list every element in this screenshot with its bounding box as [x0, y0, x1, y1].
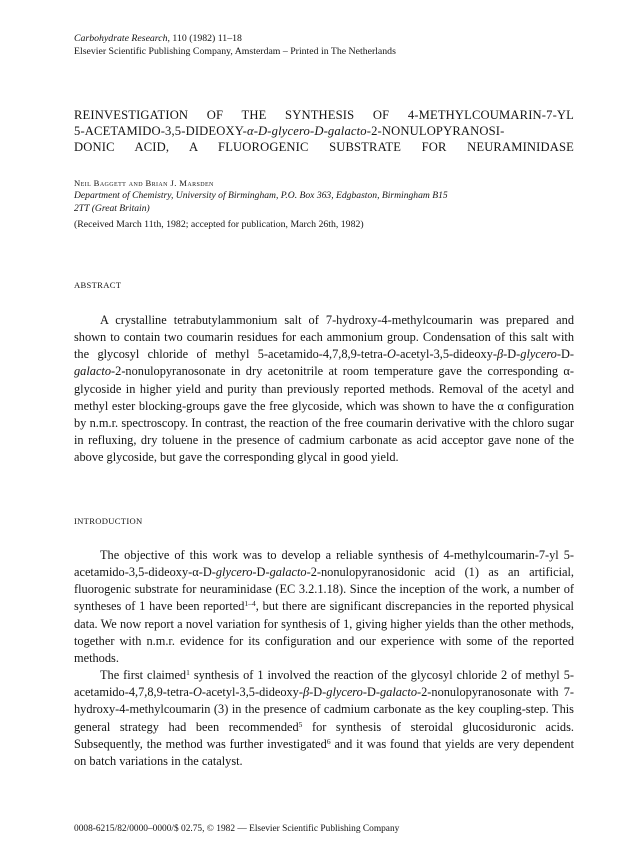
intro-p2-galacto: galacto — [379, 685, 417, 700]
intro-p1-text-d: , but there are significant discrepancies in the reported physical data. We now report a novel variation for synthesis of 1, giving higher yields than the other methods, together with n.m.r. evidence for its configuration and our experience with some of the reported methods. — [74, 599, 574, 665]
author-list: Neil Baggett and Brian J. Marsden — [74, 178, 214, 188]
intro-p2-text-g: for synthesis of steroidal glucosiduronic acids. Subsequently, the method was further investigated — [74, 719, 574, 751]
title-line-2-part-a: 5-ACETAMIDO-3,5-DIDEOXY- — [74, 124, 247, 139]
intro-p2-text-e: -D- — [362, 685, 380, 700]
intro-p1-glycero: glycero — [215, 565, 253, 580]
intro-p1-text-c: -2-nonulopyranosidonic acid (1) as an artificial, fluorogenic substrate for neuraminidase (EC 3.2.1.18). Since the inception of the work, a number of syntheses of 1 have been reported — [74, 565, 574, 614]
introduction-paragraph-1 — [74, 547, 574, 667]
title-line-3: DONIC ACID, A FLUOROGENIC SUBSTRATE FOR NEURAMINIDASE — [74, 140, 574, 155]
received-dates: (Received March 11th, 1982; accepted for publication, March 26th, 1982) — [74, 219, 364, 230]
abstract-beta: β — [497, 347, 504, 362]
affiliation-line-1: Department of Chemistry, University of Birmingham, P.O. Box 363, Edgbaston, Birmingham B15 — [74, 190, 448, 201]
affiliation-line-2: 2TT (Great Britain) — [74, 202, 150, 214]
intro-p1-galacto: galacto — [269, 565, 307, 580]
title-configuration: α-D-glycero-D-galacto — [246, 124, 367, 139]
abstract-heading: ABSTRACT — [74, 280, 122, 290]
intro-p2-text-d: -D- — [309, 685, 327, 700]
intro-p2-text-b: synthesis of 1 involved the reaction of the glycosyl chloride 2 of methyl 5-acetamido-4,7,8,9-tetra- — [74, 668, 574, 700]
abstract-glycero: glycero — [520, 347, 557, 362]
title-line-2 — [74, 123, 574, 139]
introduction-heading: INTRODUCTION — [74, 516, 143, 526]
article-title — [74, 107, 574, 156]
abstract-text-4: -D- — [556, 347, 574, 362]
copyright-footer: 0008-6215/82/0000–0000/$ 02.75, © 1982 — Elsevier Scientific Publishing Company — [74, 824, 400, 834]
abstract-text-1: A crystalline tetrabutylammonium salt of 7-hydroxy-4-methylcoumarin was prepared and shown to contain two coumarin residues for each ammonium group. Condensation of this salt with the glycosyl chloride of methyl 5-acetamido-4,7,8,9-tetra- — [74, 313, 574, 362]
affiliation — [74, 190, 574, 215]
intro-p2-text-a: The first claimed — [100, 668, 187, 683]
journal-citation — [74, 33, 574, 46]
citation-ref-1: 1 — [186, 668, 190, 678]
citation-ref-5: 5 — [298, 719, 303, 729]
abstract-text-3: -D- — [503, 347, 521, 362]
abstract-italic-o: O — [386, 347, 396, 362]
publisher-line: Elsevier Scientific Publishing Company, Amsterdam – Printed in The Netherlands — [74, 45, 396, 57]
intro-p2-text-h: and it was found that yields are very dependent on batch variations in the catalyst. — [74, 736, 575, 768]
intro-p2-italic-o: O — [192, 685, 202, 700]
journal-header — [74, 33, 574, 58]
abstract-galacto: galacto — [74, 364, 112, 379]
intro-p2-glycero: glycero — [326, 685, 363, 700]
intro-p1-text-b: -D- — [252, 565, 270, 580]
intro-p2-text-f: -2-nonulopyranosonate with 7-hydroxy-4-methylcoumarin (3) in the presence of cadmium carbonate as the key coupling-step. This general strategy had been recommended — [74, 685, 574, 734]
journal-volume-pages: , 110 (1982) 11–18 — [167, 33, 242, 44]
citation-ref-1-4: 1–4 — [244, 599, 256, 609]
title-line-1: REINVESTIGATION OF THE SYNTHESIS OF 4-METHYLCOUMARIN-7-YL — [74, 108, 574, 122]
journal-name: Carbohydrate Research — [74, 33, 168, 44]
abstract-body — [74, 312, 574, 466]
intro-p2-text-c: -acetyl-3,5-dideoxy- — [201, 685, 303, 700]
abstract-text-2: -acetyl-3,5-dideoxy- — [395, 347, 497, 362]
abstract-paragraph — [74, 312, 574, 466]
intro-p2-beta: β — [302, 685, 310, 700]
abstract-text-5: -2-nonulopyranosonate in dry acetonitrile at room temperature gave the corresponding α-glycoside in higher yield and purity than previously reported methods. Removal of the acetyl and methyl ester blocking-groups gave the free glycoside, which was shown to have the α configuration by n.m.r. spectroscopy. In contrast, the reaction of the free coumarin derivative with the chloro sugar in refluxing, dry toluene in the presence of cadmium carbonate as acid acceptor gave none of the above glycoside, but gave the corresponding glycal in good yield. — [74, 364, 574, 465]
citation-ref-6: 6 — [326, 736, 331, 746]
intro-p1-text-a: The objective of this work was to develop a reliable synthesis of 4-methylcoumarin-7-yl 5-acetamido-3,5-dideoxy-α-D- — [74, 548, 574, 580]
introduction-body — [74, 547, 574, 770]
title-line-2-part-b: -2-NONULOPYRANOSI- — [366, 124, 505, 139]
introduction-paragraph-2 — [74, 667, 574, 770]
